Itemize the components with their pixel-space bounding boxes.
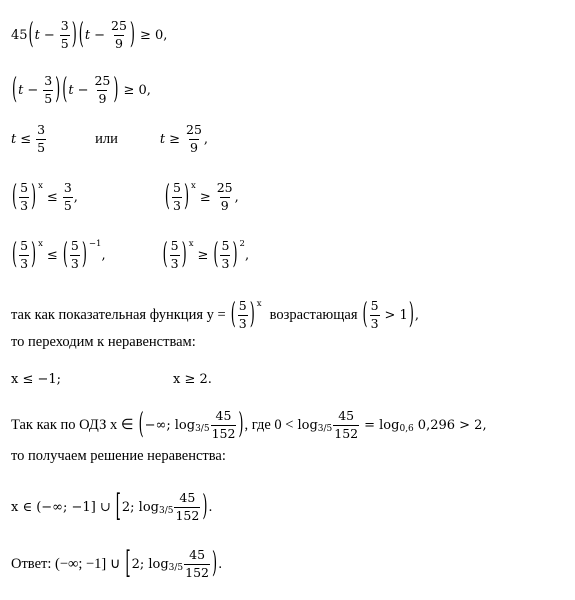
fraction: $\frac{3}{5}$ — [60, 18, 69, 51]
exponential-line-2: ( $\frac{5}{3}$ ) $^x$ ≤ ( $\frac{5}{3}$ ) $^{-1}$ , ( $\frac{5}{3}$ ) $^x$ ≥ ( $\frac{5}{3}$ ) $^2$ , — [12, 238, 250, 272]
odz-line: Так как по ОДЗ x ∈ ( −∞; log $_{3/5}$ $\frac{45}{152}$ ) , где 0 < log $_{3/5}$ $\frac{45}{152}$ = log $_{0,6}$ 0,296 > 2, — [11, 408, 487, 442]
fraction: $\frac{25}{9}$ — [186, 122, 202, 155]
fraction: $\frac{3}{5}$ — [37, 122, 46, 155]
or-word: или — [95, 130, 118, 147]
result-line: x ≤ −1; x ≥ 2. — [11, 372, 212, 387]
transition-text: то переходим к неравенствам: — [11, 334, 196, 350]
fraction: $\frac{3}{5}$ — [44, 73, 53, 106]
monotonic-explanation: так как показательная функция y = ( $\frac{5}{3}$ ) $^x$ возрастающая ( $\frac{5}{3}$ > 1 ) , — [11, 298, 420, 332]
exponential-line-1: ( $\frac{5}{3}$ ) $^x$ ≤ $\frac{3}{5}$ , ( $\frac{5}{3}$ ) $^x$ ≥ $\frac{25}{9}$ , — [12, 180, 239, 214]
solution-intro-text: то получаем решение неравенства: — [11, 448, 226, 464]
fraction: $\frac{25}{9}$ — [94, 73, 111, 106]
answer-line: Ответ: (−∞; −1] ∪ [ 2; log $_{3/5}$ $\frac{45}{152}$ ) . — [11, 546, 223, 582]
fraction: $\frac{25}{9}$ — [111, 18, 127, 51]
solution-line-t: t ≤ $\frac{3}{5}$ или t ≥ $\frac{25}{9}$ , — [11, 122, 209, 155]
coefficient: 45 — [11, 27, 28, 43]
inequality-line-1: 45 ( t − $\frac{3}{5}$ ) ( t − $\frac{25}{9}$ ) ≥ 0, — [11, 18, 168, 52]
solution-set-line: x ∈ (−∞; −1] ∪ [ 2; log $_{3/5}$ $\frac{45}{152}$ ) . — [11, 489, 213, 525]
inequality-line-2: ( t − $\frac{3}{5}$ ) ( t − $\frac{25}{9}$ ) ≥ 0, — [12, 73, 151, 107]
